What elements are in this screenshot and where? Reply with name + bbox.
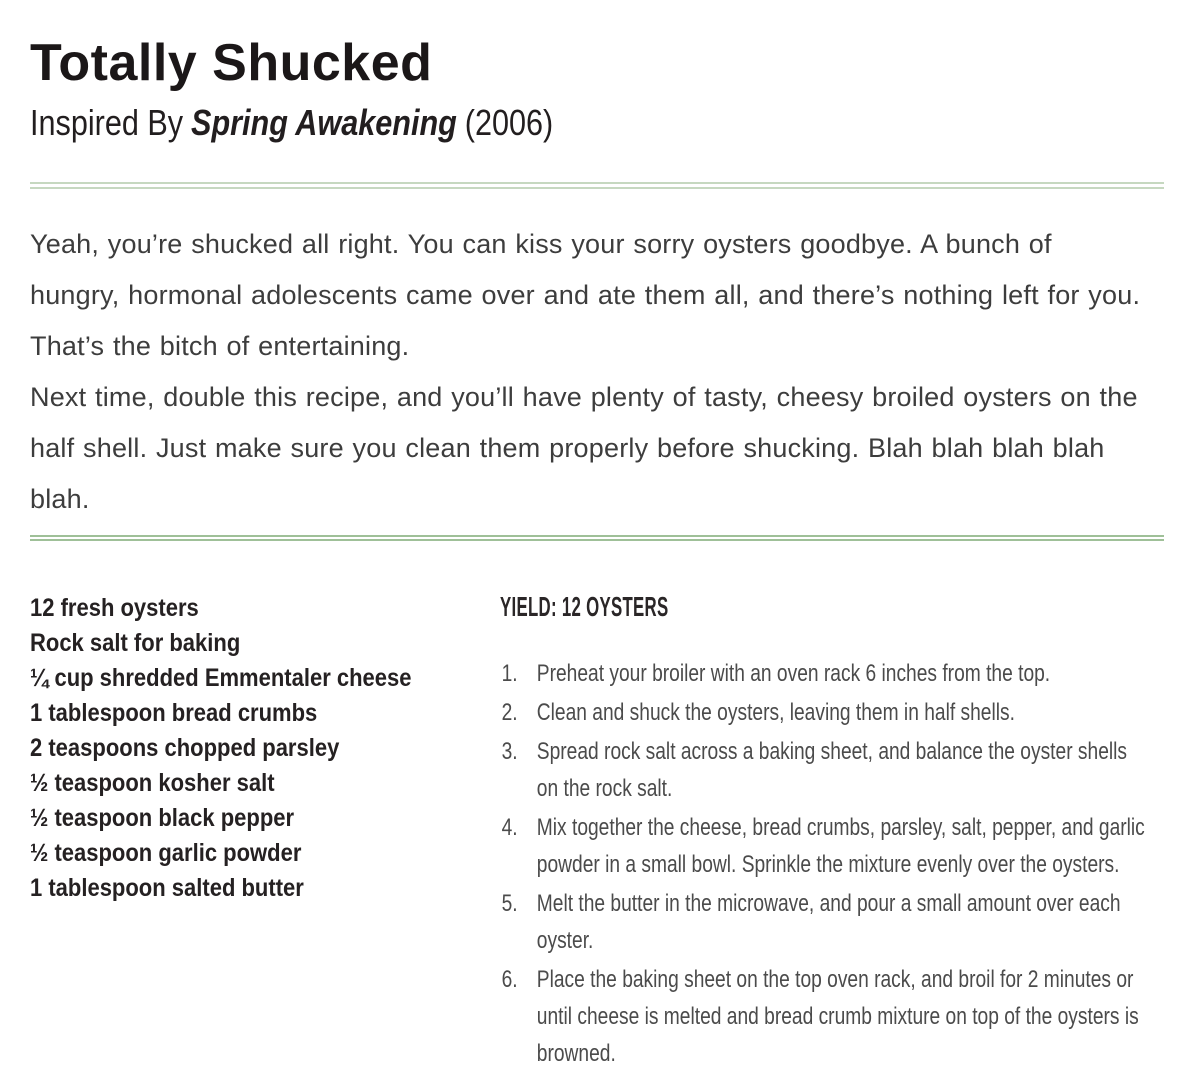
- method-column: [500, 591, 1148, 1074]
- ingredient-item: 12 fresh oysters: [30, 593, 199, 622]
- ingredient-item: ½ teaspoon black pepper: [30, 803, 295, 832]
- ingredient-item: 1 tablespoon bread crumbs: [30, 698, 318, 727]
- recipe-body: [30, 591, 1164, 1074]
- recipe-header: [30, 36, 1164, 144]
- yield-heading: YIELD: 12 OYSTERS: [500, 590, 669, 622]
- ingredient-item: 2 teaspoons chopped parsley: [30, 733, 340, 762]
- show-year: (2006): [464, 101, 554, 143]
- ingredient-item: ½ teaspoon garlic powder: [30, 838, 302, 867]
- instruction-step: Place the baking sheet on the top oven rack, and broil for 2 minutes or until cheese is melted and bread crumb mixture on top of the oysters is browned.: [536, 965, 1139, 1067]
- ingredient-item: 1 tablespoon salted butter: [30, 873, 304, 902]
- recipe-subtitle: [30, 101, 553, 144]
- ingredient-item: ½ teaspoon kosher salt: [30, 768, 275, 797]
- ingredient-item: Rock salt for baking: [30, 628, 241, 657]
- intro-paragraph: Next time, double this recipe, and you’ll have plenty of tasty, cheesy broiled oysters on the half shell. Just make sure you clean them properly before shucking. Blah blah blah blah blah.: [30, 381, 1138, 514]
- ingredient-item: ¼ cup shredded Emmentaler cheese: [30, 663, 412, 692]
- instruction-step: Melt the butter in the microwave, and pour a small amount over each oyster.: [536, 889, 1121, 954]
- instruction-step: Preheat your broiler with an oven rack 6 inches from the top.: [536, 659, 1051, 687]
- instruction-step: Clean and shuck the oysters, leaving them in half shells.: [536, 698, 1015, 726]
- intro-paragraph: Yeah, you’re shucked all right. You can kiss your sorry oysters goodbye. A bunch of hungry, hormonal adolescents came over and ate them all, and there’s nothing left for you. That’s the bitch of entertaining.: [30, 228, 1141, 361]
- instruction-step: Spread rock salt across a baking sheet, and balance the oyster shells on the rock salt.: [536, 737, 1128, 802]
- recipe-title: Totally Shucked: [30, 34, 433, 92]
- double-rule-divider-top: [30, 182, 1164, 189]
- instructions-list: [500, 655, 1148, 1072]
- instruction-step: Mix together the cheese, bread crumbs, parsley, salt, pepper, and garlic powder in a small bowl. Sprinkle the mixture evenly over the oysters.: [536, 813, 1145, 878]
- subtitle-prefix: Inspired By: [30, 101, 184, 143]
- show-title: Spring Awakening: [191, 101, 457, 143]
- ingredients-list: [30, 591, 435, 906]
- intro-section: [30, 219, 1142, 525]
- double-rule-divider-bottom: [30, 535, 1164, 541]
